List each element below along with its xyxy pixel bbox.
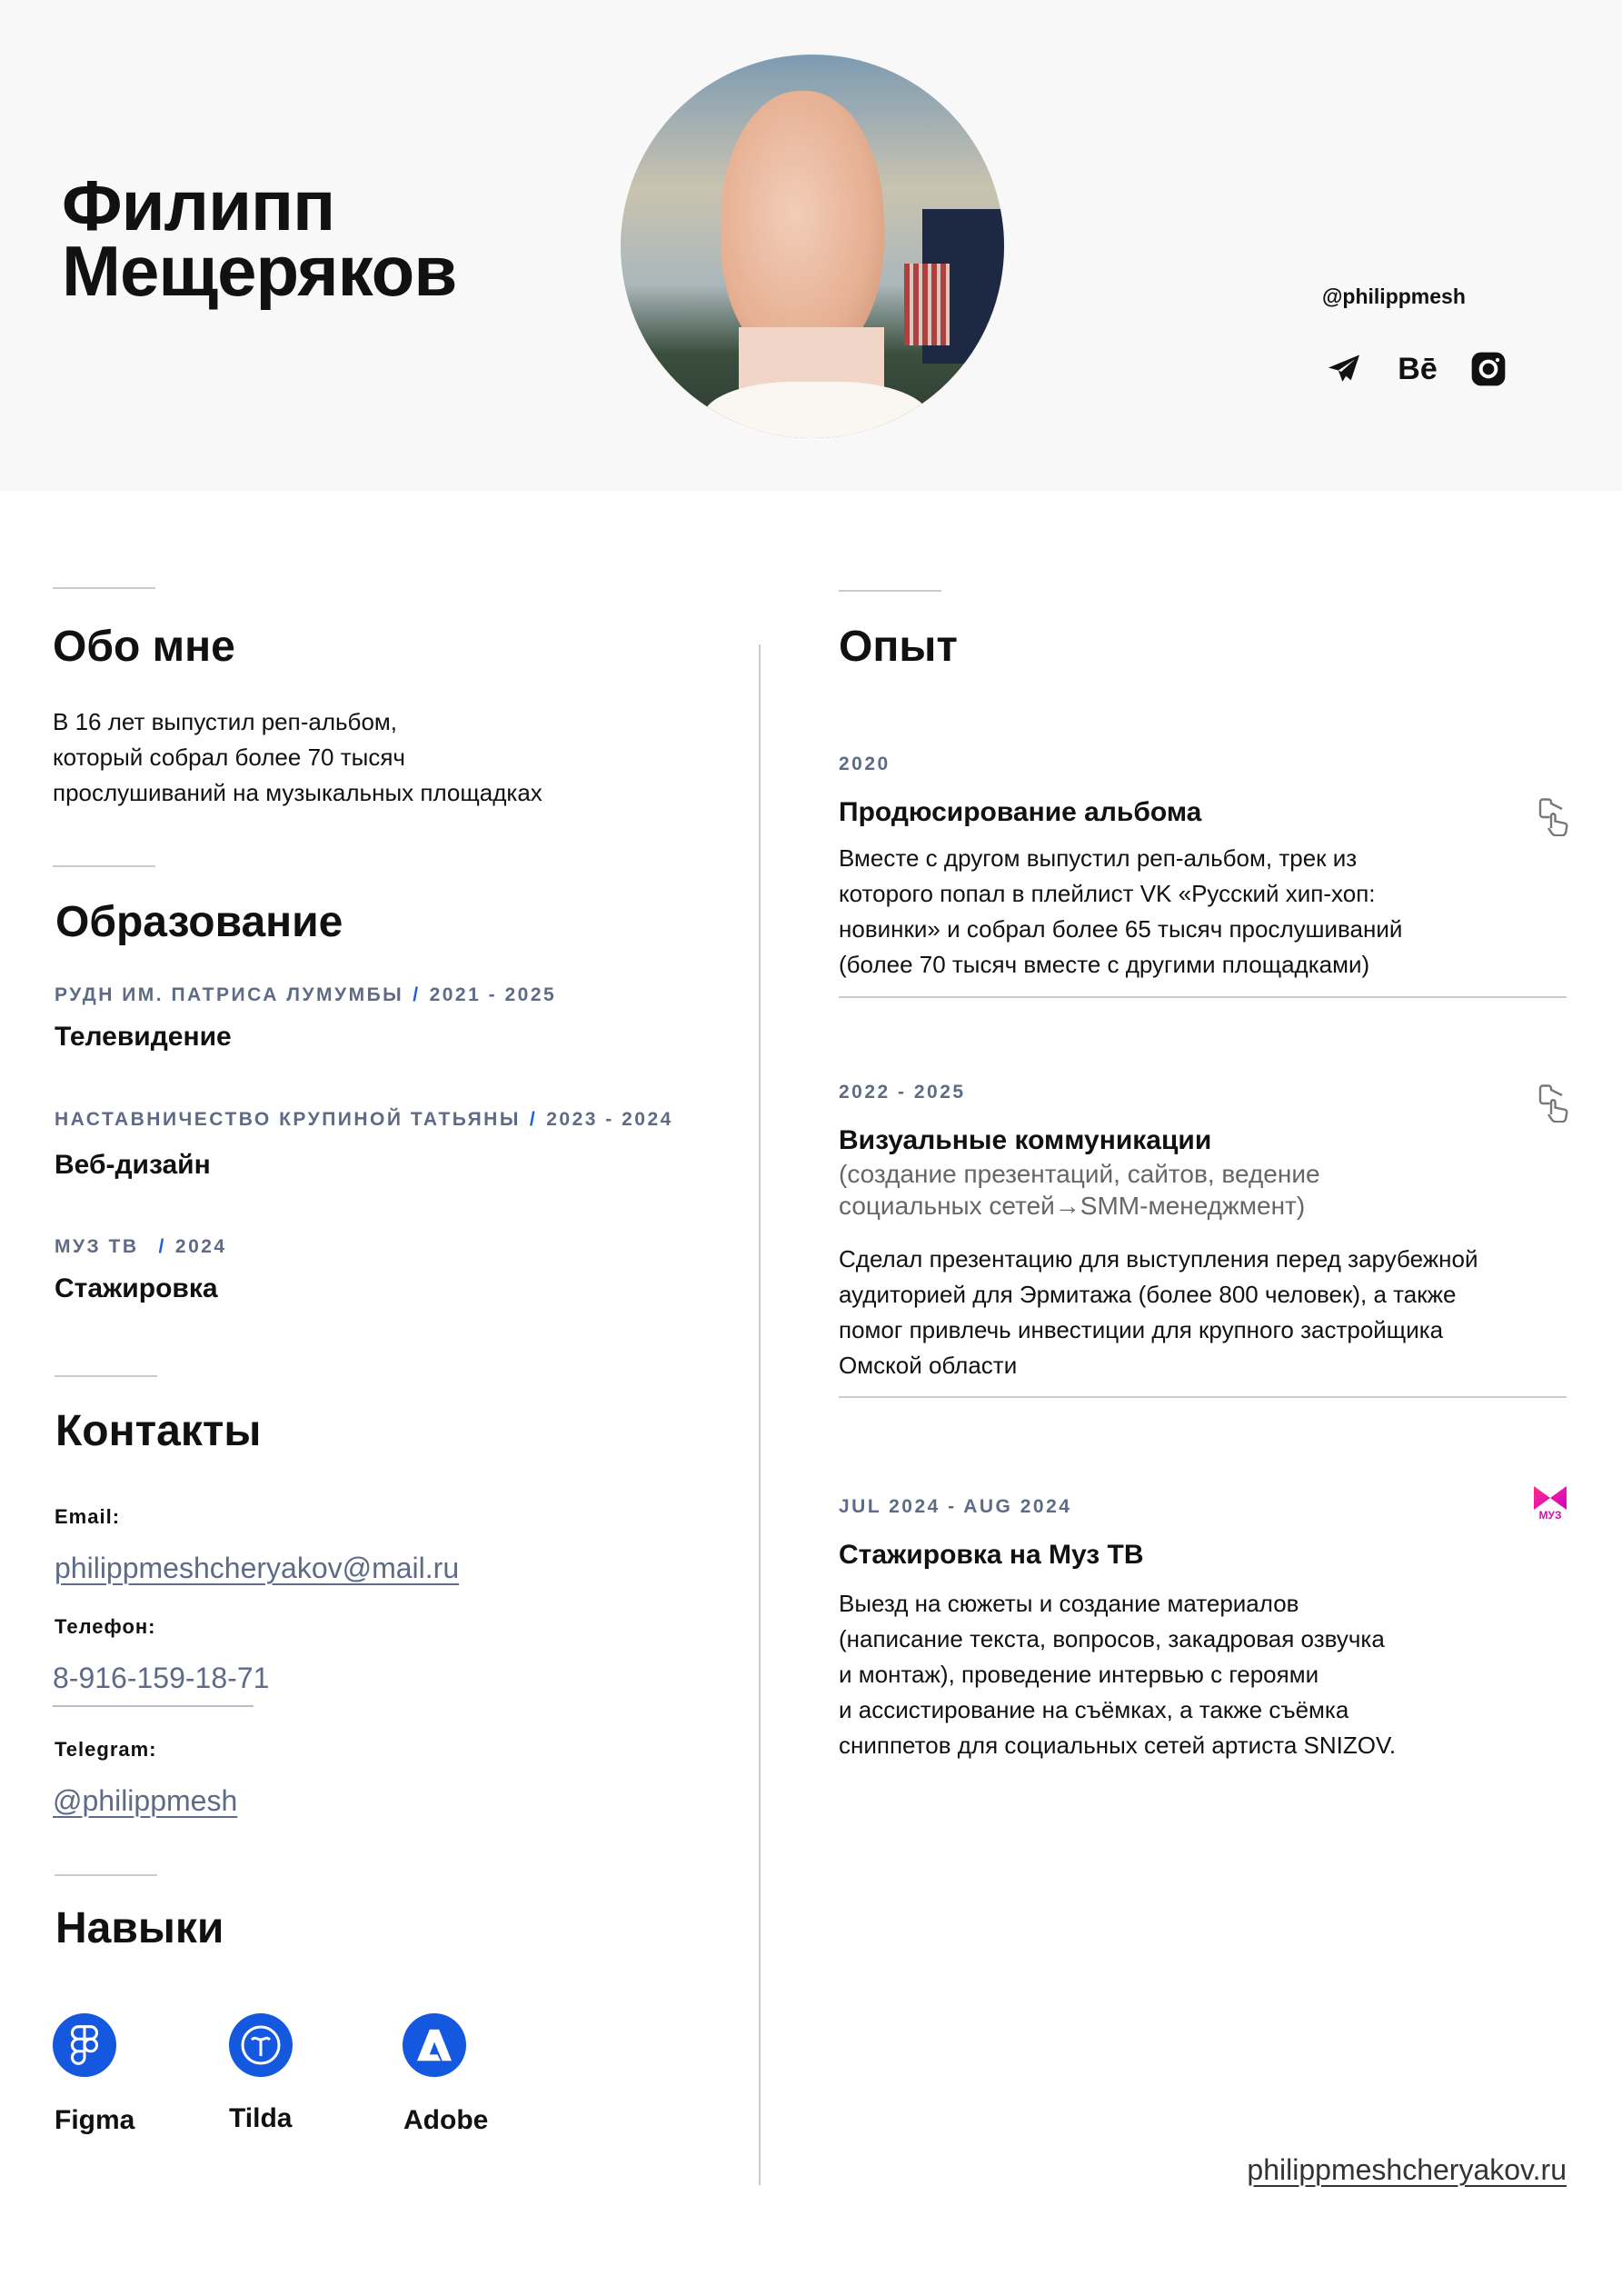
experience-description xyxy=(839,1586,1396,1763)
education-meta xyxy=(55,983,556,1008)
separator xyxy=(839,996,1567,998)
education-meta xyxy=(55,1107,673,1133)
skill-label: Figma xyxy=(55,2105,135,2135)
about-text xyxy=(53,704,542,811)
contacts-title: Контакты xyxy=(55,1407,262,1455)
description-line: которого попал в плейлист VK «Русский хип-хоп: xyxy=(839,880,1376,907)
divider xyxy=(839,590,941,592)
experience-job-title: Визуальные коммуникации xyxy=(839,1125,1212,1155)
adobe-icon xyxy=(403,2013,466,2077)
subtitle-line: социальных сетей→SMM-менеджмент) xyxy=(839,1192,1306,1220)
divider xyxy=(53,587,155,589)
education-title-item: Стажировка xyxy=(55,1273,218,1303)
experience-date: 2020 xyxy=(839,754,891,774)
education-years: 2024 xyxy=(174,1236,227,1257)
website-link[interactable]: philippmeshcheryakov.ru xyxy=(1247,2153,1567,2186)
description-line: Сделал презентацию для выступления перед зарубежной xyxy=(839,1245,1478,1273)
description-line: и монтаж), проведение интервью с героями xyxy=(839,1661,1319,1688)
experience-date: 2022 - 2025 xyxy=(839,1082,966,1103)
tilda-icon xyxy=(229,2013,293,2077)
column-divider xyxy=(759,644,761,2185)
divider xyxy=(55,1874,157,1876)
education-org: МУЗ ТВ xyxy=(55,1236,139,1257)
education-org: РУДН ИМ. ПАТРИСА ЛУМУМБЫ xyxy=(55,984,404,1005)
slash: / xyxy=(529,1109,538,1130)
education-years: 2023 - 2024 xyxy=(546,1109,673,1130)
description-line: Выезд на сюжеты и создание материалов xyxy=(839,1590,1299,1617)
slash: / xyxy=(413,984,421,1005)
education-title: Образование xyxy=(55,898,343,946)
hand-pointer-icon[interactable] xyxy=(1537,798,1570,836)
experience-description xyxy=(839,841,1402,983)
subtitle-line: (создание презентаций, сайтов, ведение xyxy=(839,1160,1320,1188)
phone-link[interactable]: 8-916-159-18-71 xyxy=(53,1662,270,1694)
description-line: Вместе с другом выпустил реп-альбом, трек из xyxy=(839,844,1358,872)
social-handle: @philippmesh xyxy=(1322,285,1466,308)
education-title-item: Телевидение xyxy=(55,1022,232,1052)
education-title-item: Веб-дизайн xyxy=(55,1150,211,1180)
email-label: Email: xyxy=(55,1505,121,1528)
experience-subtitle xyxy=(839,1158,1320,1222)
instagram-icon[interactable] xyxy=(1470,351,1507,387)
description-line: (написание текста, вопросов, закадровая озвучка xyxy=(839,1625,1385,1652)
about-line: прослушиваний на музыкальных площадках xyxy=(53,779,542,806)
description-line: помог привлечь инвестиции для крупного застройщика xyxy=(839,1316,1444,1343)
full-name xyxy=(62,165,457,311)
muz-logo-text: МУЗ xyxy=(1538,1509,1562,1522)
about-line: который собрал более 70 тысяч xyxy=(53,744,405,771)
experience-job-title: Продюсирование альбома xyxy=(839,797,1202,827)
skill-label: Tilda xyxy=(229,2103,293,2133)
behance-icon[interactable]: Bē xyxy=(1398,351,1438,386)
description-line: и ассистирование на съёмках, а также съёмка xyxy=(839,1696,1349,1723)
first-name: Филипп xyxy=(62,165,335,245)
education-years: 2021 - 2025 xyxy=(429,984,557,1005)
skill-label: Adobe xyxy=(403,2105,489,2135)
description-line: новинки» и собрал более 65 тысяч прослушиваний xyxy=(839,915,1403,943)
phone-underline xyxy=(53,1705,254,1707)
description-line: сниппетов для социальных сетей артиста SNIZOV. xyxy=(839,1732,1397,1759)
education-org: НАСТАВНИЧЕСТВО КРУПИНОЙ ТАТЬЯНЫ xyxy=(55,1109,521,1130)
education-meta xyxy=(55,1234,227,1260)
separator xyxy=(839,1396,1567,1398)
profile-photo xyxy=(621,55,1004,438)
about-line: В 16 лет выпустил реп-альбом, xyxy=(53,708,398,735)
telegram-link[interactable]: @philippmesh xyxy=(53,1784,238,1817)
divider xyxy=(53,865,155,867)
experience-job-title: Стажировка на Муз ТВ xyxy=(839,1540,1144,1570)
phone-label: Телефон: xyxy=(55,1615,156,1638)
figma-icon xyxy=(53,2013,116,2077)
divider xyxy=(55,1375,157,1377)
about-title: Обо мне xyxy=(53,623,235,671)
slash: / xyxy=(158,1236,166,1257)
telegram-icon[interactable] xyxy=(1326,351,1362,387)
telegram-label: Telegram: xyxy=(55,1738,157,1761)
last-name: Мещеряков xyxy=(62,231,457,311)
description-line: Омской области xyxy=(839,1352,1018,1379)
description-line: (более 70 тысяч вместе с другими площадками) xyxy=(839,951,1370,978)
experience-date: JUL 2024 - AUG 2024 xyxy=(839,1496,1072,1517)
skills-title: Навыки xyxy=(55,1904,224,1952)
description-line: аудиторией для Эрмитажа (более 800 человек), а также xyxy=(839,1281,1457,1308)
muz-tv-logo xyxy=(1532,1486,1568,1521)
email-link[interactable]: philippmeshcheryakov@mail.ru xyxy=(55,1552,460,1584)
experience-title: Опыт xyxy=(839,623,958,671)
hand-pointer-icon[interactable] xyxy=(1537,1084,1570,1123)
experience-description xyxy=(839,1242,1478,1383)
